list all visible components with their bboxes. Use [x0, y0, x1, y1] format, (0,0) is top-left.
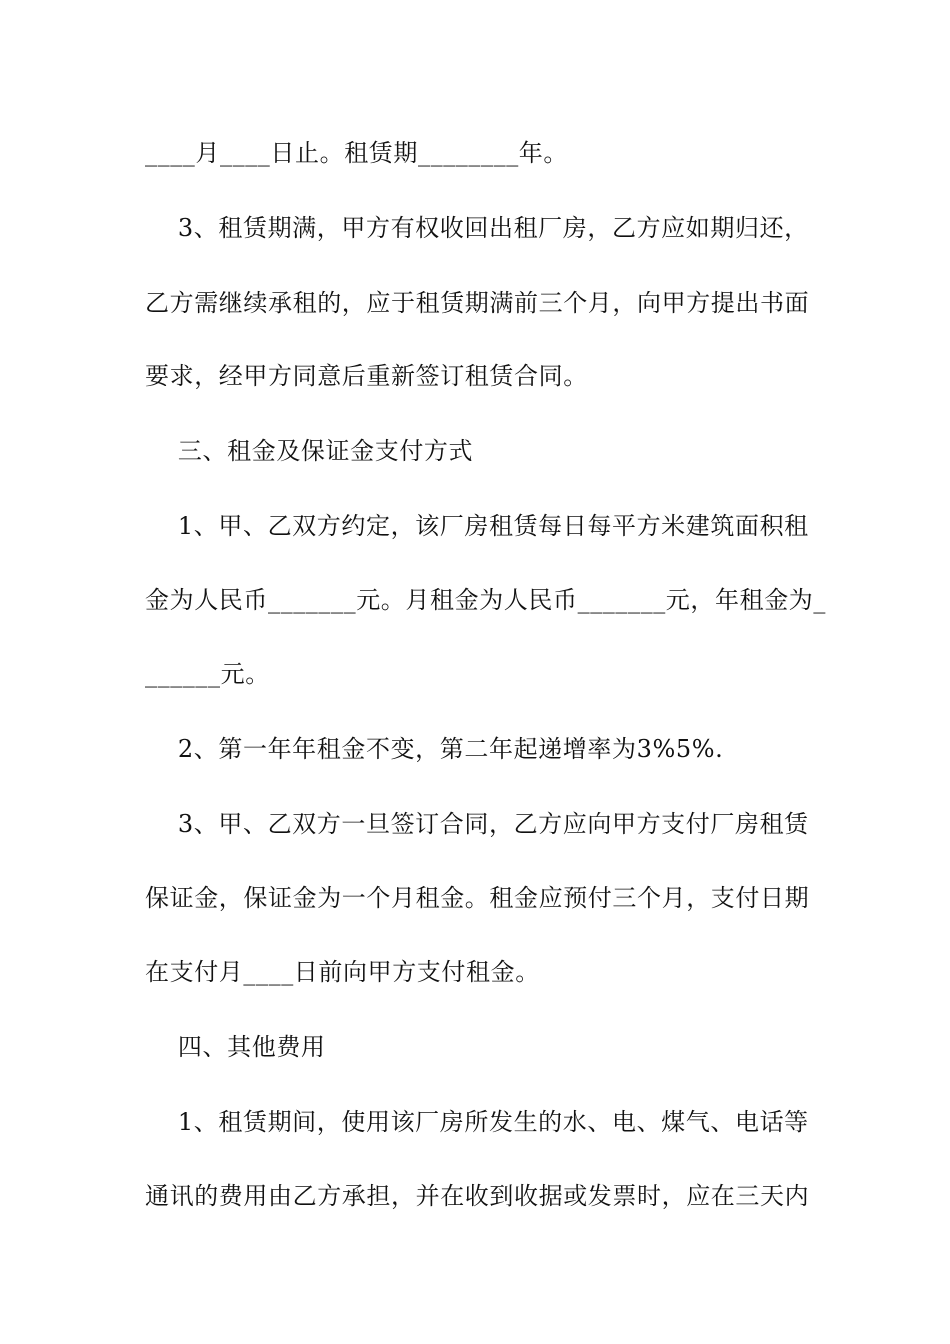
text-line: 要求，经甲方同意后重新签订租赁合同。	[145, 362, 588, 390]
text-line: 3、租赁期满，甲方有权收回出租厂房，乙方应如期归还，	[145, 214, 809, 242]
text-line: 保证金，保证金为一个月租金。租金应预付三个月，支付日期	[145, 884, 810, 912]
section-heading: 三、租金及保证金支付方式	[145, 437, 474, 465]
section-heading: 四、其他费用	[145, 1033, 326, 1061]
text-line: ____月____日止。租赁期________年。	[145, 139, 568, 167]
text-line: 3、甲、乙双方一旦签订合同，乙方应向甲方支付厂房租赁	[145, 810, 809, 838]
text-line: 乙方需继续承租的，应于租赁期满前三个月，向甲方提出书面	[145, 289, 810, 317]
text-line: 2、第一年年租金不变，第二年起递增率为3%5%.	[145, 735, 724, 763]
text-line: 1、甲、乙双方约定，该厂房租赁每日每平方米建筑面积租	[145, 512, 809, 540]
text-line: 在支付月____日前向甲方支付租金。	[145, 958, 540, 986]
text-line: 通讯的费用由乙方承担，并在收到收据或发票时，应在三天内	[145, 1182, 810, 1210]
text-line: 1、租赁期间，使用该厂房所发生的水、电、煤气、电话等	[145, 1108, 809, 1136]
text-line: 金为人民币_______元。月租金为人民币_______元，年租金为_	[145, 586, 826, 614]
text-line: ______元。	[145, 660, 270, 688]
